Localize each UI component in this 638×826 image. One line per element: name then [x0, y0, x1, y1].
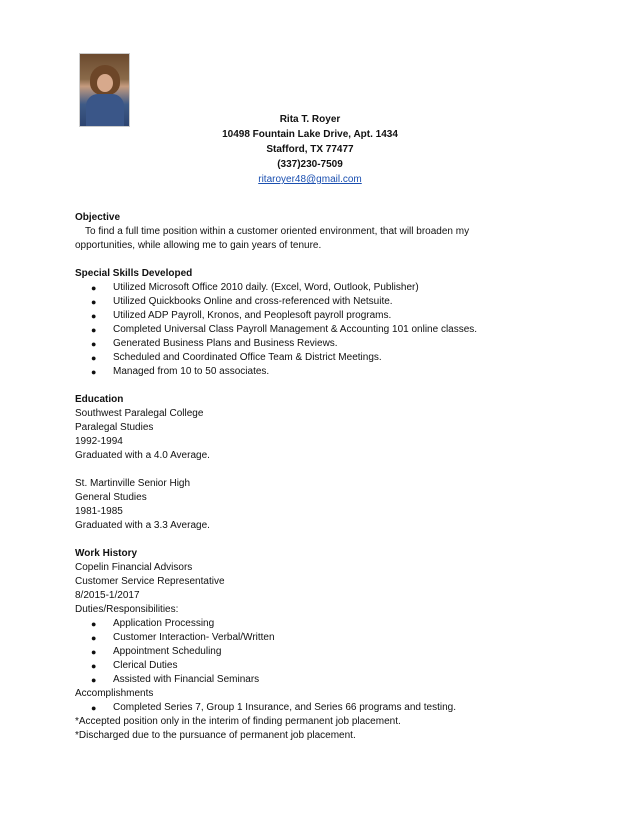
- school-years: 1981-1985: [75, 506, 123, 517]
- name: Rita T. Royer: [279, 114, 341, 125]
- phone: (337)230-7509: [277, 159, 343, 170]
- job-title: Customer Service Representative: [75, 576, 225, 587]
- skill-item: ● Managed from 10 to 50 associates.: [75, 365, 595, 379]
- school-program: General Studies: [75, 492, 147, 503]
- resume-body: [75, 211, 595, 743]
- school-years: 1992-1994: [75, 436, 123, 447]
- skills-heading: Special Skills Developed: [75, 268, 193, 279]
- school-name: Southwest Paralegal College: [75, 408, 204, 419]
- photo-body: [86, 94, 124, 127]
- objective-line-2: opportunities, while allowing me to gain years of tenure.: [75, 240, 322, 251]
- objective-heading: Objective: [75, 212, 121, 223]
- accomplishments-list: [75, 701, 595, 715]
- school-note: Graduated with a 4.0 Average.: [75, 450, 210, 461]
- duty-item: ● Clerical Duties: [75, 659, 595, 673]
- work-note-2: *Discharged due to the pursuance of permanent job placement.: [75, 730, 356, 741]
- skill-item: ● Utilized Quickbooks Online and cross-referenced with Netsuite.: [75, 295, 595, 309]
- city-state-zip: Stafford, TX 77477: [266, 144, 354, 155]
- education-heading: Education: [75, 394, 124, 405]
- school-name: St. Martinville Senior High: [75, 478, 191, 489]
- skill-item: ● Utilized ADP Payroll, Kronos, and Peoplesoft payroll programs.: [75, 309, 595, 323]
- duties-list: [75, 617, 595, 687]
- skill-item: ● Utilized Microsoft Office 2010 daily. (Excel, Word, Outlook, Publisher): [75, 281, 595, 295]
- contact-header: [200, 112, 420, 187]
- skill-item: ● Scheduled and Coordinated Office Team & District Meetings.: [75, 351, 595, 365]
- school-note: Graduated with a 3.3 Average.: [75, 520, 210, 531]
- email-link[interactable]: ritaroyer48@gmail.com: [258, 174, 362, 185]
- work-note-1: *Accepted position only in the interim of finding permanent job placement.: [75, 716, 401, 727]
- duty-item: ● Assisted with Financial Seminars: [75, 673, 595, 687]
- duty-item: ● Appointment Scheduling: [75, 645, 595, 659]
- accomplishment-item: ● Completed Series 7, Group 1 Insurance, and Series 66 programs and testing.: [75, 701, 595, 715]
- profile-photo: [79, 53, 130, 127]
- duty-item: ● Application Processing: [75, 617, 595, 631]
- work-history-heading: Work History: [75, 548, 138, 559]
- accomplishments-label: Accomplishments: [75, 688, 154, 699]
- skill-item: ● Generated Business Plans and Business Reviews.: [75, 337, 595, 351]
- school-program: Paralegal Studies: [75, 422, 154, 433]
- job-dates: 8/2015-1/2017: [75, 590, 140, 601]
- duty-item: ● Customer Interaction- Verbal/Written: [75, 631, 595, 645]
- address: 10498 Fountain Lake Drive, Apt. 1434: [222, 129, 398, 140]
- photo-face: [97, 74, 113, 92]
- skills-list: [75, 281, 595, 379]
- objective-line-1: To find a full time position within a customer oriented environment, that will broaden my: [85, 226, 470, 237]
- company-name: Copelin Financial Advisors: [75, 562, 193, 573]
- duties-label: Duties/Responsibilities:: [75, 604, 179, 615]
- skill-item: ● Completed Universal Class Payroll Management & Accounting 101 online classes.: [75, 323, 595, 337]
